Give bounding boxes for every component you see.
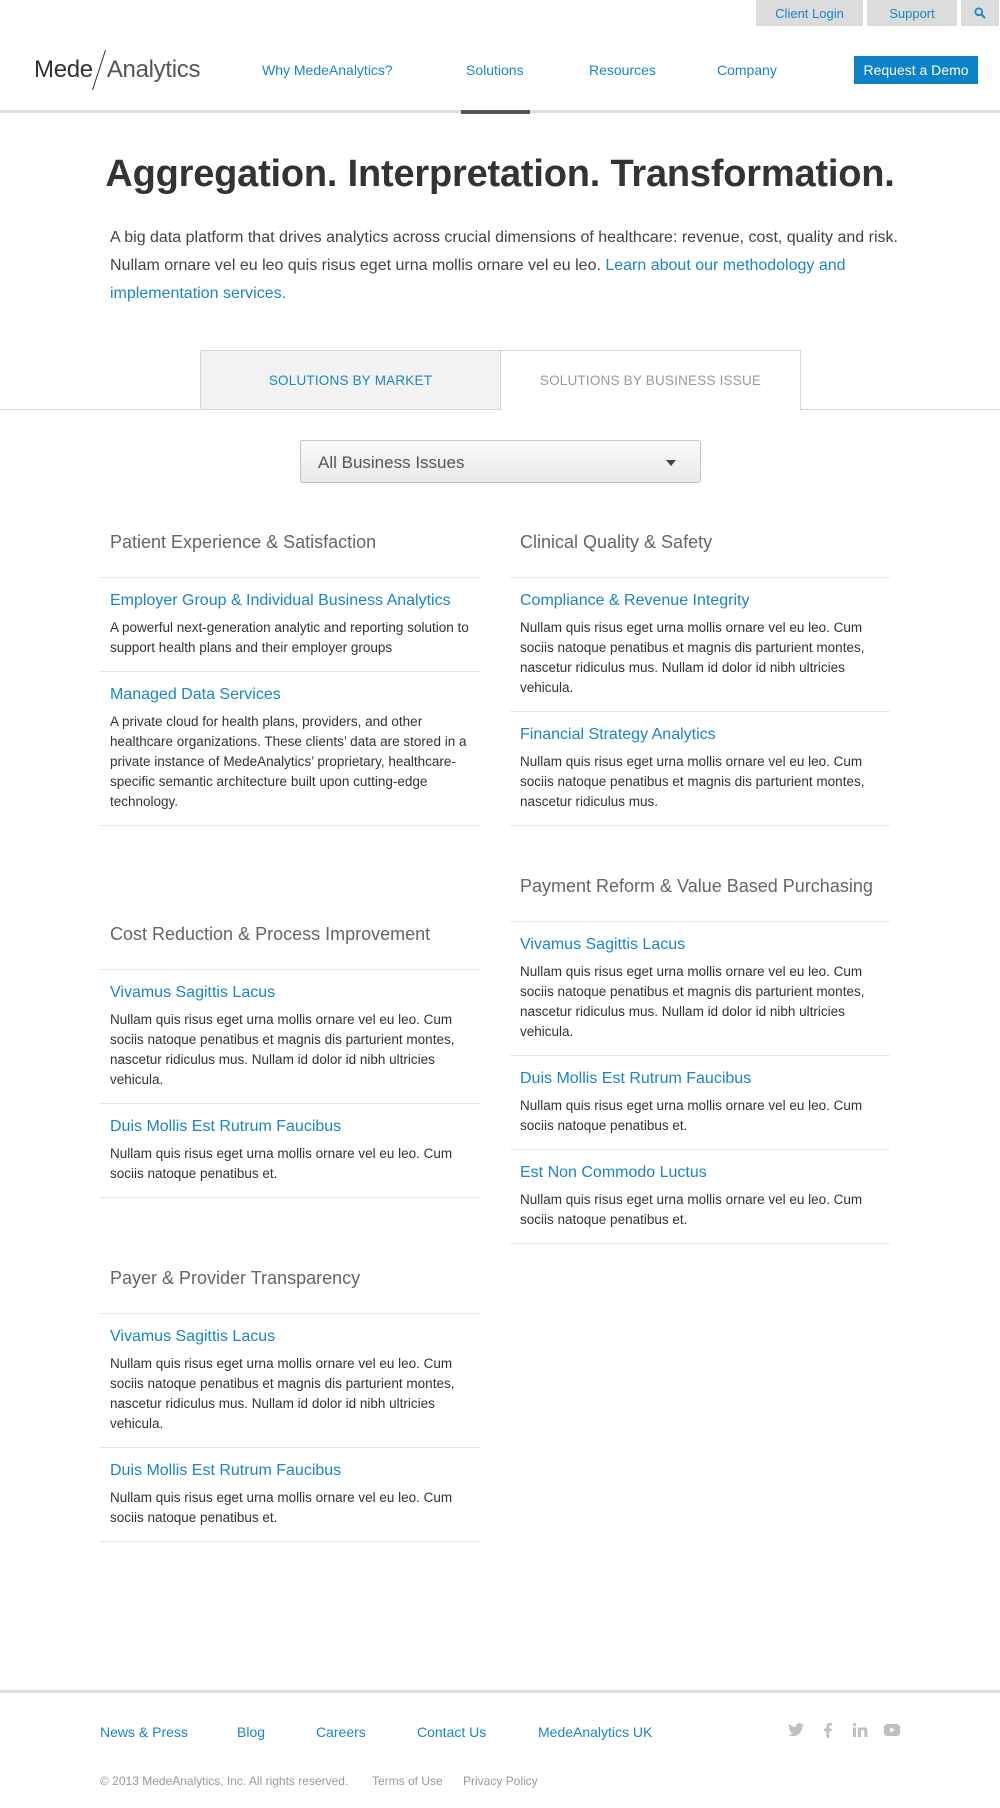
section-title: Clinical Quality & Safety — [510, 530, 890, 578]
client-login-button[interactable]: Client Login — [756, 0, 863, 26]
section-patient-experience — [100, 530, 480, 826]
social-links — [786, 1720, 902, 1740]
solution-description: Nullam quis risus eget urna mollis ornare vel eu leo. Cum sociis natoque penatibus et magnis dis parturient montes, nascetur ridiculus mus. — [520, 754, 865, 809]
solution-link[interactable]: Duis Mollis Est Rutrum Faucibus — [520, 1070, 752, 1087]
terms-link[interactable]: Terms of Use — [372, 1774, 443, 1788]
list-item — [100, 578, 480, 672]
footer-link-careers[interactable]: Careers — [316, 1724, 366, 1740]
section-title: Cost Reduction & Process Improvement — [100, 922, 480, 970]
page-title: Aggregation. Interpretation. Transformation. — [105, 153, 895, 195]
copyright-text: © 2013 MedeAnalytics, Inc. All rights reserved. — [100, 1774, 349, 1788]
list-item — [510, 922, 890, 1056]
list-item — [100, 1448, 480, 1542]
linkedin-icon[interactable] — [850, 1720, 870, 1740]
section-clinical-quality — [510, 530, 890, 826]
list-item — [510, 712, 890, 826]
list-item — [510, 1056, 890, 1150]
nav-item-solutions[interactable]: Solutions — [466, 62, 524, 78]
hero-intro-text: A big data platform that drives analytics across crucial dimensions of healthcare: revenue, cost, quality and risk. Nullam ornare vel eu leo quis risus eget urna mollis ornare vel eu leo. — [110, 229, 898, 274]
nav-item-company[interactable]: Company — [717, 62, 777, 78]
footer-nav — [100, 1724, 678, 1740]
list-item — [100, 970, 480, 1104]
footer-link-contact[interactable]: Contact Us — [417, 1724, 487, 1740]
solution-link[interactable]: Employer Group & Individual Business Analytics — [110, 592, 451, 609]
section-title: Payer & Provider Transparency — [100, 1266, 480, 1314]
business-issue-select[interactable] — [300, 440, 701, 483]
nav-item-why[interactable]: Why MedeAnalytics? — [262, 62, 393, 78]
utility-bar — [756, 0, 999, 26]
twitter-icon[interactable] — [786, 1720, 806, 1740]
methodology-link[interactable]: Learn about our methodology and implementation services. — [110, 257, 846, 302]
logo[interactable] — [34, 50, 200, 90]
solution-link[interactable]: Vivamus Sagittis Lacus — [110, 1328, 276, 1345]
solution-description: Nullam quis risus eget urna mollis ornare vel eu leo. Cum sociis natoque penatibus et magnis dis parturient montes, nascetur ridiculus mus. Nullam id dolor id nibh ultricies vehicula. — [520, 620, 865, 695]
footer-divider — [0, 1690, 1000, 1693]
section-cost-reduction — [100, 922, 480, 1198]
site-header — [0, 40, 1000, 112]
logo-slash — [93, 50, 107, 90]
search-button[interactable] — [961, 0, 999, 26]
solution-description: Nullam quis risus eget urna mollis ornare vel eu leo. Cum sociis natoque penatibus et. — [520, 1098, 863, 1133]
list-item — [100, 1314, 480, 1448]
solution-description: Nullam quis risus eget urna mollis ornare vel eu leo. Cum sociis natoque penatibus et. — [520, 1192, 863, 1227]
solution-link[interactable]: Vivamus Sagittis Lacus — [520, 936, 686, 953]
section-payment-reform — [510, 874, 890, 1244]
solution-description: Nullam quis risus eget urna mollis ornare vel eu leo. Cum sociis natoque penatibus et. — [110, 1146, 453, 1181]
solution-description: Nullam quis risus eget urna mollis ornare vel eu leo. Cum sociis natoque penatibus et magnis dis parturient montes, nascetur ridiculus mus. Nullam id dolor id nibh ultricies vehicula. — [110, 1012, 455, 1087]
hero-intro — [110, 224, 900, 308]
nav-active-indicator — [461, 110, 530, 114]
solution-link[interactable]: Duis Mollis Est Rutrum Faucibus — [110, 1462, 342, 1479]
solution-link[interactable]: Vivamus Sagittis Lacus — [110, 984, 276, 1001]
list-item — [100, 1104, 480, 1198]
request-demo-button[interactable]: Request a Demo — [854, 56, 978, 84]
support-button[interactable]: Support — [867, 0, 957, 26]
section-payer-provider — [100, 1266, 480, 1542]
youtube-icon[interactable] — [882, 1720, 902, 1740]
tab-solutions-by-market[interactable]: SOLUTIONS BY MARKET — [200, 350, 501, 410]
list-item — [510, 1150, 890, 1244]
list-item — [100, 672, 480, 826]
solution-link[interactable]: Managed Data Services — [110, 686, 281, 703]
solution-description: Nullam quis risus eget urna mollis ornare vel eu leo. Cum sociis natoque penatibus et. — [110, 1490, 453, 1525]
list-item — [510, 578, 890, 712]
copyright-bar — [100, 1774, 538, 1788]
solution-link[interactable]: Financial Strategy Analytics — [520, 726, 716, 743]
main-nav — [262, 62, 817, 78]
footer-link-blog[interactable]: Blog — [237, 1724, 266, 1740]
footer-link-news[interactable]: News & Press — [100, 1724, 188, 1740]
chevron-down-icon — [666, 460, 676, 466]
solution-description: Nullam quis risus eget urna mollis ornare vel eu leo. Cum sociis natoque penatibus et magnis dis parturient montes, nascetur ridiculus mus. Nullam id dolor id nibh ultricies vehicula. — [110, 1356, 455, 1431]
solution-link[interactable]: Duis Mollis Est Rutrum Faucibus — [110, 1118, 342, 1135]
solution-link[interactable]: Compliance & Revenue Integrity — [520, 592, 750, 609]
facebook-icon[interactable] — [818, 1720, 838, 1740]
section-title: Patient Experience & Satisfaction — [100, 530, 480, 578]
solution-description: A powerful next-generation analytic and reporting solution to support health plans and their employer groups — [110, 620, 469, 655]
logo-text-mede: Mede — [34, 56, 93, 83]
privacy-link[interactable]: Privacy Policy — [463, 1774, 538, 1788]
section-title: Payment Reform & Value Based Purchasing — [510, 874, 890, 922]
logo-text-analytics: Analytics — [106, 56, 201, 83]
business-issue-select-value: All Business Issues — [318, 453, 465, 472]
footer-link-uk[interactable]: MedeAnalytics UK — [538, 1724, 653, 1740]
nav-item-resources[interactable]: Resources — [589, 62, 656, 78]
tab-solutions-by-business-issue[interactable]: SOLUTIONS BY BUSINESS ISSUE — [500, 350, 801, 411]
search-icon — [974, 7, 986, 19]
solution-description: A private cloud for health plans, providers, and other healthcare organizations. These clients’ data are stored in a private instance of MedeAnalytics’ proprietary, healthcare-specific semantic architecture built upon cutting-edge technology. — [110, 714, 467, 809]
solution-link[interactable]: Est Non Commodo Luctus — [520, 1164, 707, 1181]
solution-description: Nullam quis risus eget urna mollis ornare vel eu leo. Cum sociis natoque penatibus et magnis dis parturient montes, nascetur ridiculus mus. Nullam id dolor id nibh ultricies vehicula. — [520, 964, 865, 1039]
